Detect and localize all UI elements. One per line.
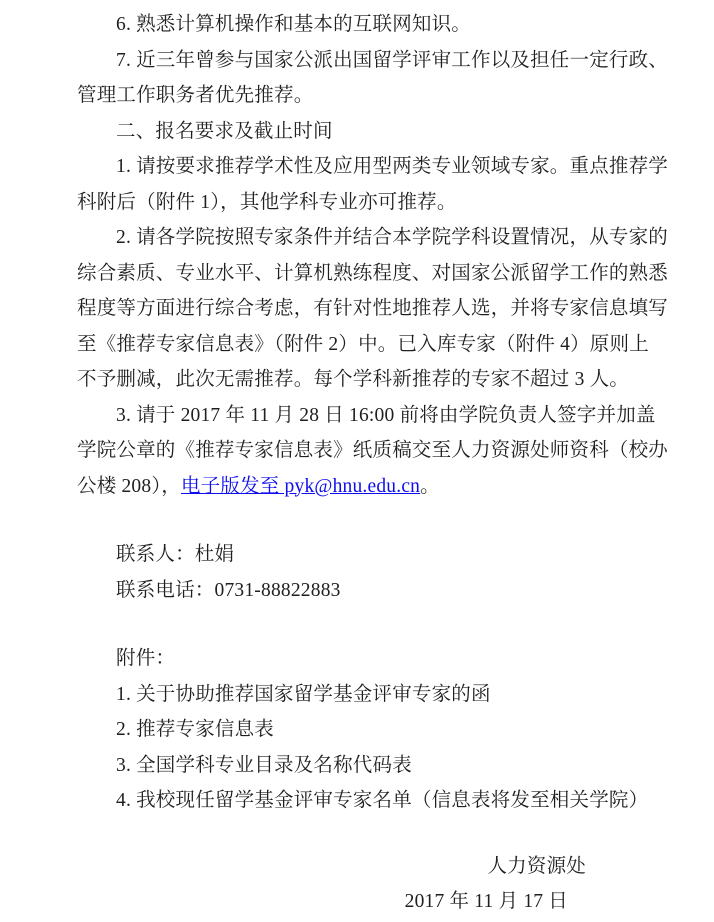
- clause-7-line-1: 7. 近三年曾参与国家公派出国留学评审工作以及担任一定行政、: [116, 49, 669, 71]
- contact-person-line: 联系人：杜娟: [116, 544, 235, 565]
- attachment-item-1: 1. 关于协助推荐国家留学基金评审专家的函: [116, 683, 491, 705]
- attachments-heading: 附件：: [116, 648, 176, 669]
- requirement-3-line-2: 学院公章的《推荐专家信息表》纸质稿交至人力资源处师资科（校办: [77, 440, 669, 461]
- requirement-2-line-1: 2. 请各学院按照专家条件并结合本学院学科设置情况，从专家的: [116, 227, 669, 248]
- document-body: [77, 7, 669, 920]
- requirement-2-line-4: 至《推荐专家信息表》（附件 2）中。已入库专家（附件 4）原则上: [77, 333, 649, 355]
- requirement-1-line-1: 1. 请按要求推荐学术性及应用型两类专业领域专家。重点推荐学: [116, 156, 669, 177]
- email-link[interactable]: 电子版发至 pyk@hnu.edu.cn: [180, 475, 421, 497]
- requirement-3-line-3: [77, 469, 655, 505]
- requirement-2-line-5: 不予删减，此次无需推荐。每个学科新推荐的专家不超过 3 人。: [77, 369, 630, 390]
- attachment-item-4: 4. 我校现任留学基金评审专家名单（信息表将发至相关学院）: [116, 790, 649, 811]
- clause-6-line: 6. 熟悉计算机操作和基本的互联网知识。: [116, 14, 472, 35]
- attachment-item-3: 3. 全国学科专业目录及名称代码表: [116, 754, 412, 776]
- email-line-suffix: 。: [420, 475, 440, 497]
- section-2-heading: 二、报名要求及截止时间: [116, 120, 333, 142]
- contact-phone-line: 联系电话：0731-88822883: [116, 579, 341, 601]
- email-line-prefix: 公楼 208），: [77, 475, 181, 497]
- requirement-2-line-3: 程度等方面进行综合考虑，有针对性地推荐人选，并将专家信息填写: [77, 298, 669, 319]
- signature-date: 2017 年 11 月 17 日: [404, 891, 568, 912]
- clause-7-line-2: 管理工作职务者优先推荐。: [77, 85, 314, 106]
- attachment-item-2: 2. 推荐专家信息表: [116, 719, 275, 740]
- requirement-3-line-1: 3. 请于 2017 年 11 月 28 日 16:00 前将由学院负责人签字并加盖: [116, 404, 656, 426]
- requirement-1-line-2: 科附后（附件 1），其他学科专业亦可推荐。: [77, 191, 457, 213]
- signature-department: 人力资源处: [487, 855, 586, 877]
- requirement-2-line-2: 综合素质、专业水平、计算机熟练程度、对国家公派留学工作的熟悉: [77, 262, 669, 284]
